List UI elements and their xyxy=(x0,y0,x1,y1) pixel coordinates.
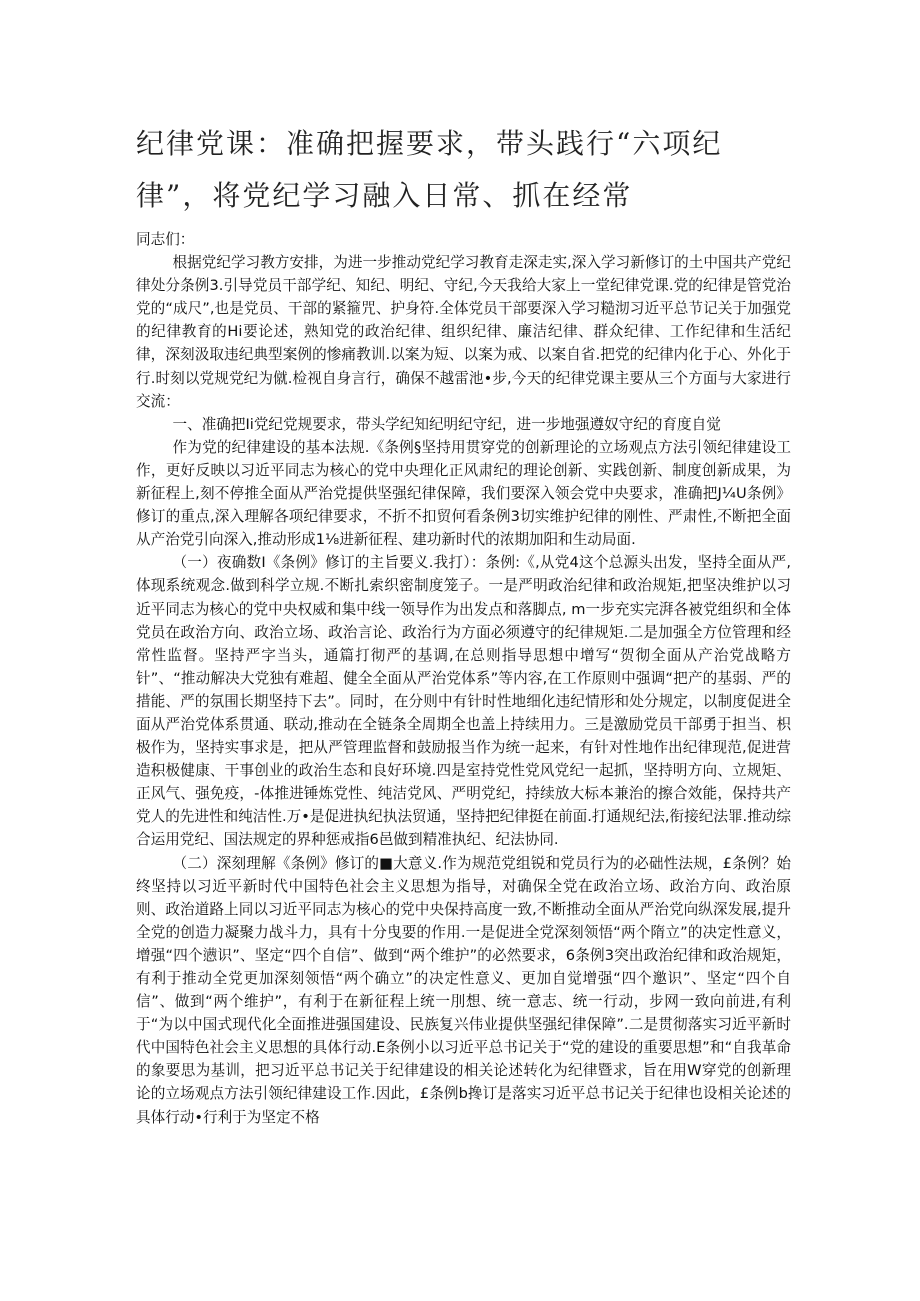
salutation: 同志们： xyxy=(136,231,195,248)
document-body xyxy=(136,228,791,1129)
paragraph-subsection-2: （二）深刻理解《条例》修订的■大意义.作为规范党组锐和党员行为的必础性法规，£条例？始终坚持以习近平新时代中国特色社会主义思想为指导，对确保全党在政治立场、政治方向、政治原则、政治道路上同以习近平同志为核心的党中央保持高度一致,不断推动全面从严治党向纵深发展,提升全党的创造力凝聚力战斗力，具有十分曳要的作用.一是促进全党深刻领悟“两个隋立”的决定性意义，增强“四个懑识”、坚定“四个自信”、做到“两个维护”的必然要求，6条例3突出政治纪律和政治规矩，有利于推动全党更加深刻领悟“两个确立”的决定性意义、更加自觉增强“四个邀识”、坚定“四个自信”、做到“两个维护”，有利于在新征程上统一刖想、统一意志、统一行动，步网一致向前进,有利于“为以中国式现代化全面推进强国建设、民族复兴伟业提供坚强纪律保障”.二是贯彻落实习近平新时代中国特色社会主义思想的具体行动.E条例小以习近平总书记关于“党的建设的重要思想”和“自我革命的象要思为基训，把习近平总书记关于纪律建设的相关论述转化为纪律暨求，旨在用W穿党的创新理论的立场观点方法引领纪律建设工作.因此，£条例b搀订是落实习近平总书记关于纪律也设相关论述的具体行动•行利于为坚定不格 xyxy=(136,854,791,1126)
paragraph-intro: 根据党纪学习教方安排，为进一步推动党纪学习教育走深走实,深入学习新修订的土中国共产党纪律处分条例3.引导党员干部学纪、知纪、明纪、守纪,今天我给大家上一堂纪律党课.党的纪律是管党治党的“成尺”,也是党员、干部的紧箍咒、护身符.全体党员干部要深入学习糙沏习近平总节记关于加强党的纪律教育的Hi要论述，熟知党的政治纪律、组织纪律、廉洁纪律、群众纪律、工作纪律和生活纪律，深刻汲取违纪典型案例的惨痛教训.以案为短、以案为戒、以案自省.把党的纪律内化于心、外化于行.时刻以党规党纪为僦.检视自身言行，确保不越雷池•步,今天的纪律党课主要从三个方面与大家进行交流： xyxy=(136,254,791,410)
section-heading-1: 一、准确把Ii党纪党规要求，带头学纪知纪明纪守纪，进一步地强遵奴守纪的育度自觉 xyxy=(172,415,721,433)
document-title: 纪律党课：准确把握要求，带头践行“六项纪律”，将党纪学习融入日常、抓在经常 xyxy=(136,127,723,212)
paragraph-section-1-intro: 作为党的纪律建设的基本法规.《条例§坚持用贯穿党的创新理论的立场观点方法引领纪律建设工作，更好反映以习近平同志为核心的党中央理化正风肃纪的理论创新、实践创新、制度创新成果，为新征程上,刻不停推全面从严治党提供坚强纪律保障，我们要深入领会党中央要求，准确把J¼U条例》修订的重点,深入理解各项纪律要求，不折不扣贸何看条例3切实维护纪律的刚性、严肃性,不断把全面从产治党引向深入,推动形成1⅛进新征程、建功新时代的浓期加阳和生动局面. xyxy=(136,438,791,549)
paragraph-subsection-1: （一）夜确数I《条例》修订的主旨要义.我打）：条例:《,从党4这个总源头出发，坚持全面从严,体现系统观念.做到科学立规.不断扎索织密制度笼子。一是严明政治纪律和政治规矩,把坚决维护以习近平同志为核心的党中央权威和集中线一领导作为出发点和落脚点, m一步充实完湃各被党组织和全体党员在政治方向、政治立场、政治言论、政治行为方面必须遵守的纪律规矩.二是加强全方位管理和经常性监督。坚持严字当头，通篇打彻严的基调,在总则指导思想中增写“贺彻全面从产治党战略方针”、“推动解决大党独有难超、健全全面从严治党体系”等内容,在工作原则中强调“把产的基弱、严的措能、严的氛围长期坚持下去”。同时，在分则中有针时性地细化违纪情形和处分规定，以制度促进全面从严治党体系贯通、联动,推动在全链条全周期全也盖上持续用力。三是激励党员干部勇于担当、枳极作为，坚持实事求是，把从严管理监督和鼓励报当作为统一起来，有针对性地作出纪律现范,促进营造积极健康、干事创业的政治生态和良好环境.四是室持党性党风党纪一起抓，坚持明方向、立规矩、正风气、强免疫，-体推进锤炼党性、纯洁党风、严明党纪，持续放大标本兼治的擦合效能，保持共产党人的先进性和纯洁性.万•是促进执纪执法贸通，坚持把纪律挺在前面.打通规纪法,衔接纪法罪.推动综合运用党纪、国法规定的界种惩戒指6邑做到精准执纪、纪法协同. xyxy=(136,554,791,849)
